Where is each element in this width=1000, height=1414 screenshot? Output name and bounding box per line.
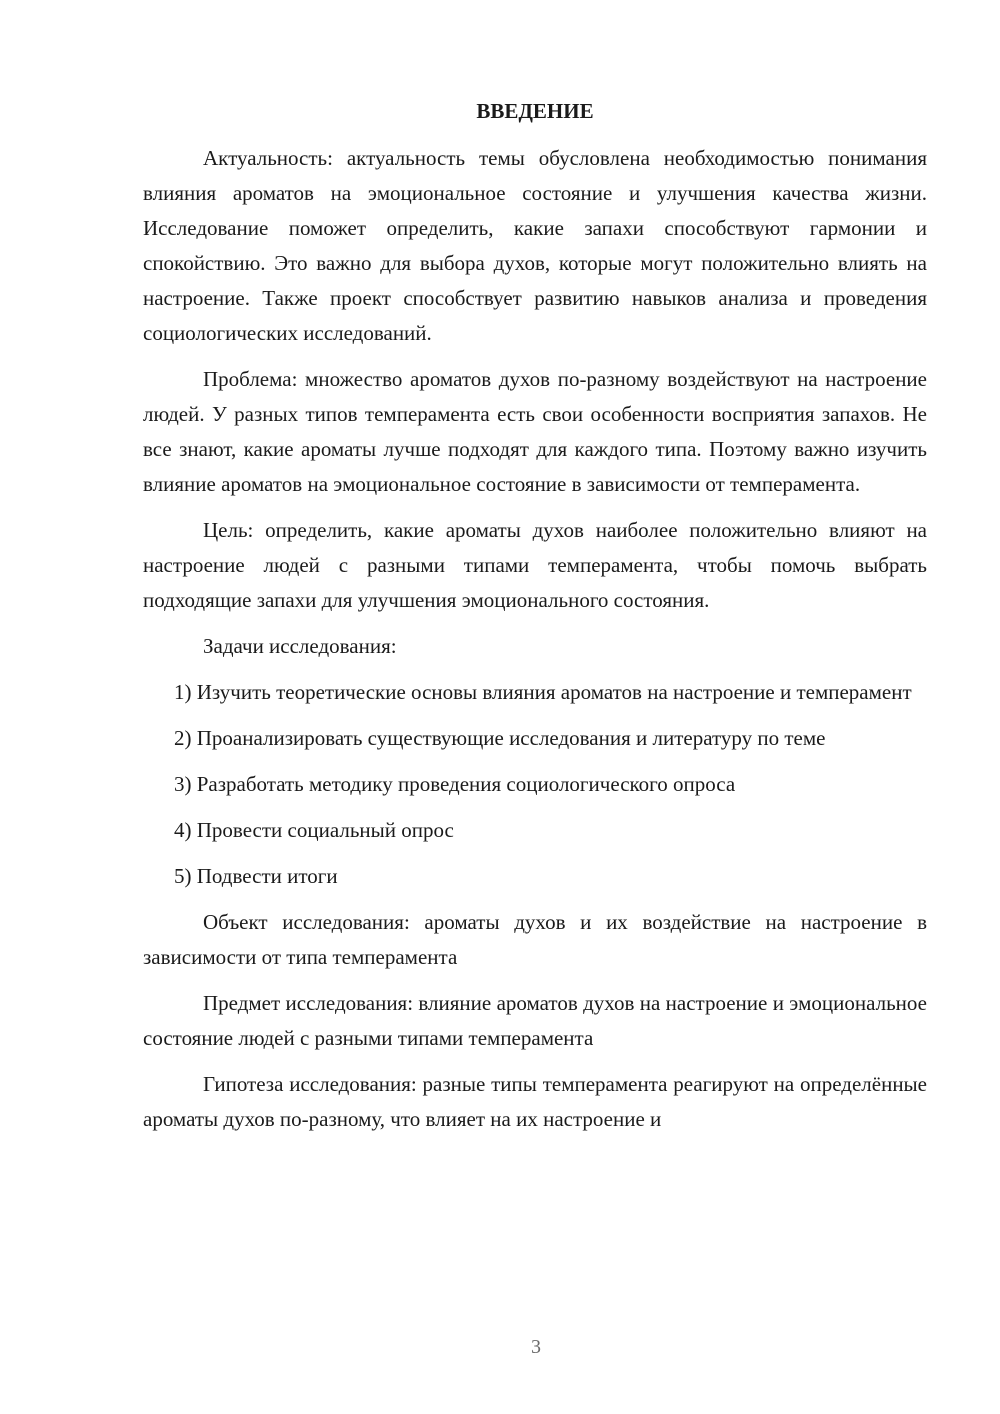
task-item-1: 1) Изучить теоретические основы влияния ароматов на настроение и темперамент <box>174 680 912 704</box>
task-item-4: 4) Провести социальный опрос <box>174 818 454 842</box>
task-item-5: 5) Подвести итоги <box>174 864 338 888</box>
task-item-3: 3) Разработать методику проведения социологического опроса <box>174 772 736 796</box>
section-heading: ВВЕДЕНИЕ <box>476 99 594 123</box>
page-number: 3 <box>531 1336 541 1358</box>
relevance-paragraph: Актуальность: актуальность темы обусловлена необходимостью понимания влияния ароматов на эмоциональное состояние и улучшения качества жизни. Исследование поможет определить, какие запахи способствуют гармонии и спокойствию. Это важно для выбора духов, которые могут положительно влиять на настроение. Также проект способствует развитию навыков анализа и проведения социологических исследований. <box>143 146 927 345</box>
subject-paragraph: Предмет исследования: влияние ароматов духов на настроение и эмоциональное состояние людей с разными типами темперамента <box>143 991 927 1050</box>
object-paragraph: Объект исследования: ароматы духов и их воздействие на настроение в зависимости от типа темперамента <box>143 910 927 969</box>
hypothesis-paragraph: Гипотеза исследования: разные типы темперамента реагируют на определённые ароматы духов по-разному, что влияет на их настроение и <box>143 1072 927 1131</box>
task-item-2: 2) Проанализировать существующие исследования и литературу по теме <box>174 726 826 750</box>
tasks-title: Задачи исследования: <box>203 634 397 658</box>
page-content <box>143 94 927 1148</box>
problem-paragraph: Проблема: множество ароматов духов по-разному воздействуют на настроение людей. У разных типов темперамента есть свои особенности восприятия запахов. Не все знают, какие ароматы лучше подходят для каждого типа. Поэтому важно изучить влияние ароматов на эмоциональное состояние в зависимости от темперамента. <box>143 367 927 496</box>
goal-paragraph: Цель: определить, какие ароматы духов наиболее положительно влияют на настроение людей с разными типами темперамента, чтобы помочь выбрать подходящие запахи для улучшения эмоционального состояния. <box>143 518 927 612</box>
